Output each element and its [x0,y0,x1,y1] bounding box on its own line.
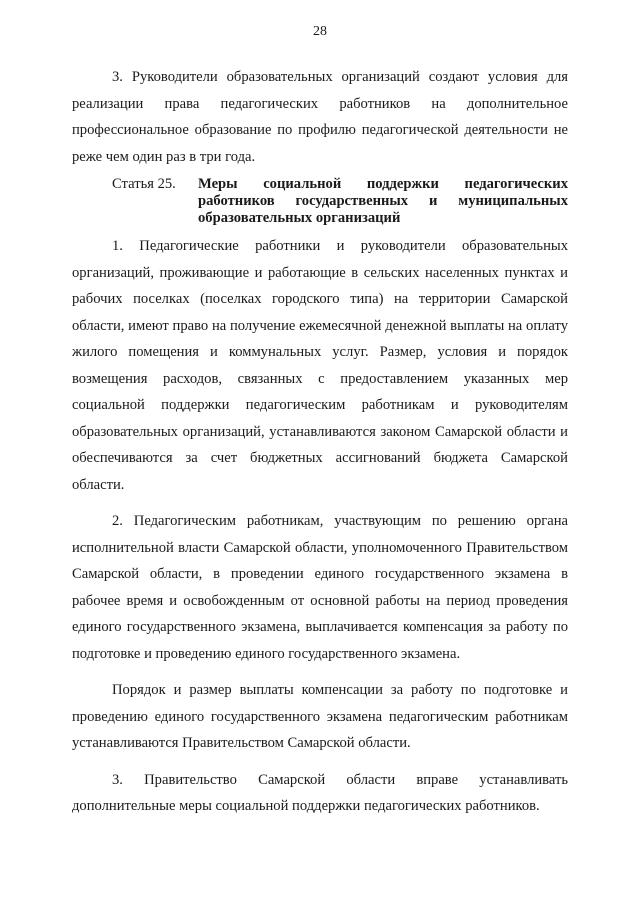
paragraph-4: Порядок и размер выплаты компенсации за работу по подготовке и проведению единого государственного экзамена педагогическим работникам устанавливаются Правительством Самарской области. [72,682,568,751]
paragraph-1: 3. Руководители образовательных организаций создают условия для реализации права педагогических работников на дополнительное профессиональное образование по профилю педагогической деятельности не реже чем один раз в три года. [72,69,568,165]
article-heading [72,176,568,227]
article-label: Статья 25. [112,176,176,192]
page-number: 28 [313,24,327,39]
article-title: Меры социальной поддержки педагогических работников государственных и муниципальных образовательных организаций [198,176,568,226]
paragraph-3: 2. Педагогическим работникам, участвующим по решению органа исполнительной власти Самарской области, уполномоченного Правительством Самарской области, в проведении единого государственного экзамена в рабочее время и освобожденным от основной работы на период проведения единого государственного экзамена, выплачивается компенсация за работу по подготовке и проведению единого государственного экзамена. [72,513,568,662]
paragraph-5: 3. Правительство Самарской области вправе устанавливать дополнительные меры социальной поддержки педагогических работников. [72,771,568,814]
paragraph-2: 1. Педагогические работники и руководители образовательных организаций, проживающие и работающие в сельских населенных пунктах и рабочих поселках (поселках городского типа) на территории Самарской области, имеют право на получение ежемесячной денежной выплаты на оплату жилого помещения и коммунальных услуг. Размер, условия и порядок возмещения расходов, связанных с предоставлением указанных мер социальной поддержки педагогическим работникам и руководителям образовательных организаций, устанавливаются законом Самарской области и обеспечиваются за счет бюджетных ассигнований бюджета Самарской области. [72,238,568,493]
document-body [72,64,568,820]
